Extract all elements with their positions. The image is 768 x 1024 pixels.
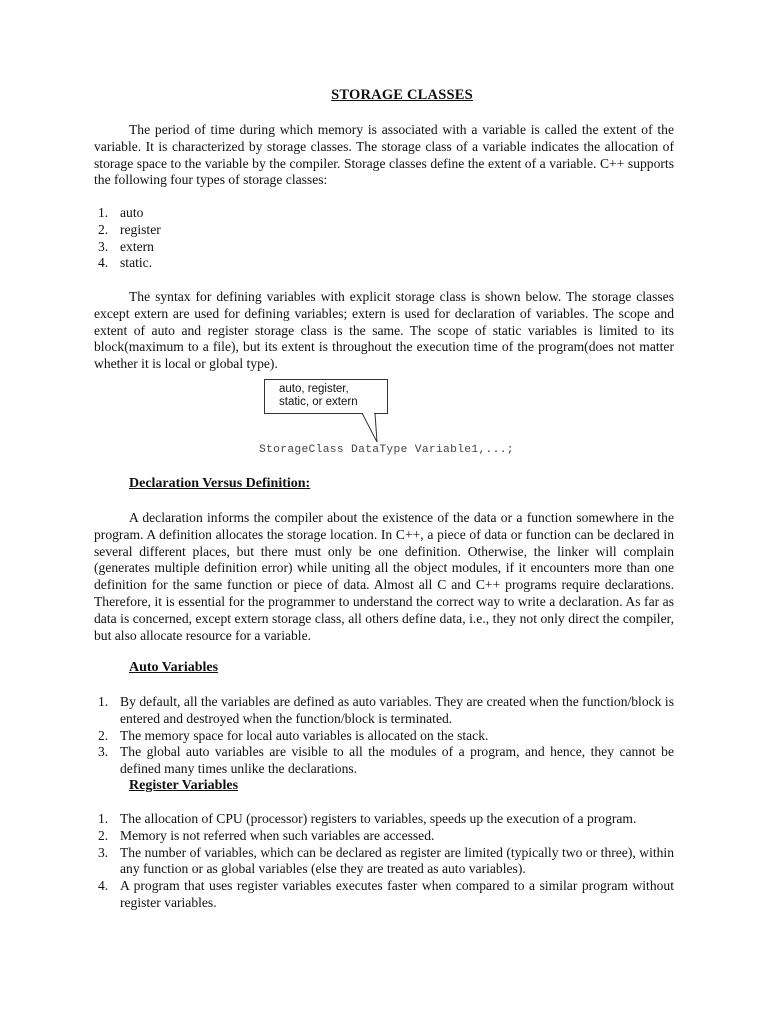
declaration-heading: Declaration Versus Definition: (129, 476, 311, 491)
list-item-number: 3. (98, 744, 109, 760)
list-item-text: extern (120, 238, 154, 254)
register-variables-heading: Register Variables (129, 778, 239, 793)
list-item (94, 222, 674, 239)
auto-variables-list (94, 694, 674, 778)
register-variables-list (94, 811, 674, 912)
list-item-number: 1. (98, 694, 109, 709)
list-item-text: The number of variables, which can be declared as register are limited (typically two or three), within any function or as global variables (else they are treated as auto variables). (120, 844, 674, 877)
list-item-text: register (120, 221, 161, 237)
declaration-paragraph: A declaration informs the compiler about the existence of the data or a function somewhere in the program. A definition allocates the storage location. In C++, a piece of data or function can be declared in several different places, but there must only be one definition. Otherwise, the linker will complain (generates multiple definition error) while uniting all the object modules, if it encounters more than one definition for the same function or piece of data. Almost all C and C++ programs require declarations. Therefore, it is essential for the programmer to understand the correct way to write a declaration. As far as data is concerned, except extern storage class, all others define data, i.e., they not only direct the compiler, but also allocate resource for a variable. (94, 510, 674, 643)
list-item-text: A program that uses register variables executes faster when compared to a similar program without register variables. (120, 878, 674, 910)
list-item-number: 3. (98, 844, 109, 860)
list-item (94, 744, 674, 778)
list-item (94, 255, 674, 272)
list-item-text: Memory is not referred when such variables are accessed. (120, 827, 435, 843)
syntax-code-line: StorageClass DataType Variable1,...; (259, 444, 514, 456)
syntax-paragraph: The syntax for defining variables with explicit storage class is shown below. The storage classes except extern are used for defining variables; extern is used for declaration of variables. The scope and extent of auto and register storage class is the same. The scope of static variables is limited to its block(maximum to a file), but its extent is throughout the execution time of the program(does not matter whether it is local or global type). (94, 289, 674, 372)
list-item (94, 845, 674, 879)
list-item (94, 239, 674, 256)
callout-line: static, or extern (279, 396, 358, 408)
storage-types-list (94, 205, 674, 272)
list-item (94, 694, 674, 728)
list-item-number: 2. (98, 827, 109, 843)
list-item (94, 728, 674, 745)
list-item-number: 3. (98, 238, 109, 254)
page-title: STORAGE CLASSES (331, 87, 473, 103)
list-item-text: The allocation of CPU (processor) registers to variables, speeds up the execution of a program. (120, 811, 637, 826)
callout-line: auto, register, (279, 383, 349, 395)
list-item-text: By default, all the variables are defined as auto variables. They are created when the function/block is entered and destroyed when the function/block is terminated. (120, 694, 674, 726)
list-item-text: The memory space for local auto variables is allocated on the stack. (120, 727, 489, 743)
auto-variables-heading: Auto Variables (129, 660, 219, 675)
list-item-number: 4. (98, 255, 109, 271)
list-item-number: 4. (98, 878, 109, 894)
list-item (94, 205, 674, 222)
list-item-number: 1. (98, 811, 109, 826)
list-item (94, 828, 674, 845)
list-item-text: auto (120, 205, 144, 220)
list-item (94, 878, 674, 912)
storage-class-callout (264, 379, 388, 414)
list-item-text: static. (120, 255, 153, 271)
list-item-number: 1. (98, 205, 109, 220)
list-item (94, 811, 674, 828)
list-item-text: The global auto variables are visible to all the modules of a program, and hence, they cannot be defined many times unlike the declarations. (120, 744, 674, 777)
list-item-number: 2. (98, 727, 109, 743)
intro-paragraph: The period of time during which memory is associated with a variable is called the extent of the variable. It is characterized by storage classes. The storage class of a variable indicates the allocation of storage space to the variable by the compiler. Storage classes define the extent of a variable. C++ supports the following four types of storage classes: (94, 122, 674, 188)
list-item-number: 2. (98, 221, 109, 237)
